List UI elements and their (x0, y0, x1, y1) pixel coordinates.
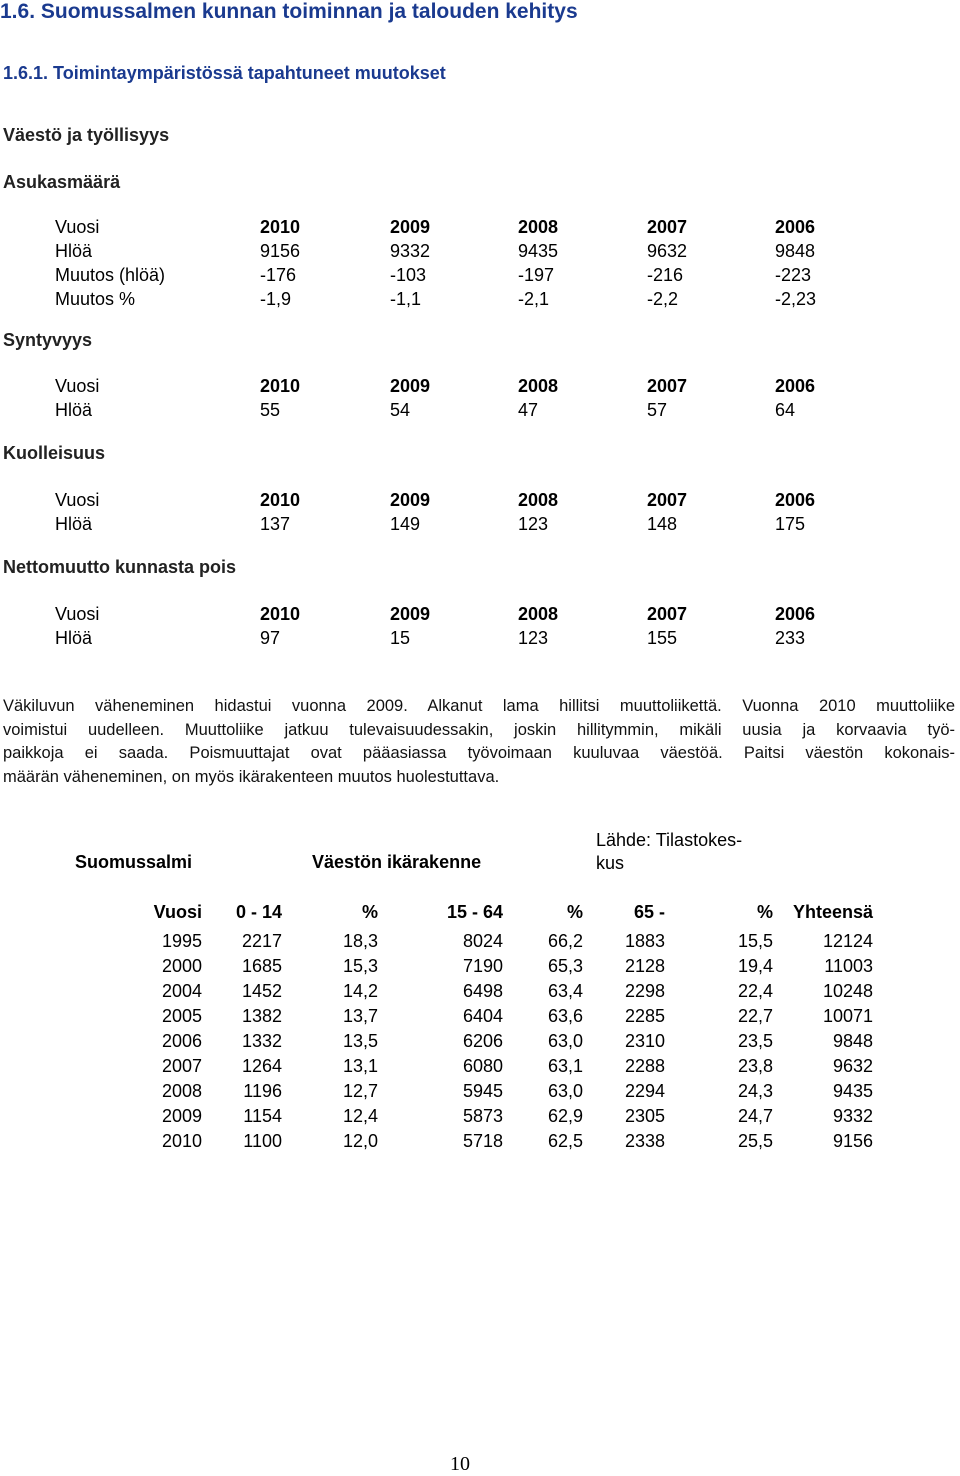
table-cell: 2009 (390, 217, 431, 237)
age-table-cell: 11003 (824, 956, 873, 976)
table-cell: 233 (775, 628, 806, 648)
age-table-cell: 1196 (243, 1081, 282, 1101)
table-cell: 175 (775, 514, 806, 534)
age-table-header-cell: 65 - (633, 902, 665, 922)
page-number: 10 (450, 1453, 470, 1475)
table-cell: 2009 (390, 604, 431, 624)
table-cell: 9332 (390, 241, 431, 261)
age-table-cell: 6206 (462, 1031, 503, 1051)
row-label: Vuosi (55, 604, 100, 624)
age-table-row (0, 1031, 960, 1056)
table-cell: 9156 (260, 241, 301, 261)
table-cell: 2006 (775, 376, 816, 396)
age-table-cell: 9435 (832, 1081, 873, 1101)
age-table-cell: 2007 (161, 1056, 202, 1076)
age-table-cell: 1995 (161, 931, 202, 951)
table-cell: 15 (390, 628, 411, 648)
age-table-cell: 63,1 (547, 1056, 583, 1076)
age-table-cell: 2010 (161, 1131, 202, 1151)
page-heading: 1.6. Suomussalmen kunnan toiminnan ja talouden kehitys (0, 0, 578, 23)
age-table-cell: 6498 (462, 981, 503, 1001)
table-cell: -216 (647, 265, 684, 285)
age-table-row (0, 1131, 960, 1156)
age-table-cell: 12,7 (342, 1081, 378, 1101)
age-table-cell: 2285 (624, 1006, 665, 1026)
table-cell: 2008 (518, 604, 559, 624)
age-table-cell: 8024 (462, 931, 503, 951)
table-cell: 2010 (260, 490, 301, 510)
age-table-row (0, 931, 960, 956)
paragraph-line: määrän väheneminen, on myös ikärakenteen muutos huolestuttava. (3, 767, 500, 786)
table-cell: -2,23 (775, 289, 817, 309)
table-cell: 2007 (647, 217, 688, 237)
age-table-cell: 2006 (161, 1031, 202, 1051)
table-cell: 123 (518, 514, 549, 534)
table-cell: 2006 (775, 217, 816, 237)
table-cell: 2008 (518, 217, 559, 237)
table-cell: 9632 (647, 241, 688, 261)
age-table-cell: 2305 (624, 1106, 665, 1126)
table-cell: 2010 (260, 217, 301, 237)
age-table-cell: 10071 (822, 1006, 873, 1026)
age-table-cell: 12124 (822, 931, 873, 951)
syntyvyys-title: Syntyvyys (3, 330, 93, 350)
table-cell: -197 (518, 265, 555, 285)
row-label: Hlöä (55, 514, 93, 534)
age-table-cell: 24,3 (737, 1081, 773, 1101)
table-cell: 2008 (518, 490, 559, 510)
age-table-cell: 1264 (241, 1056, 282, 1076)
age-table-cell: 2000 (161, 956, 202, 976)
age-table-header-cell: 15 - 64 (446, 902, 503, 922)
paragraph-line: Väkiluvun väheneminen hidastui vuonna 2009. Alkanut lama hillitsi muuttoliikettä. Vuonna 2010 muuttoliike (3, 697, 955, 715)
age-table-cell: 66,2 (547, 931, 583, 951)
table-cell: 2006 (775, 490, 816, 510)
age-table-cell: 15,5 (737, 931, 773, 951)
age-table-cell: 9632 (832, 1056, 873, 1076)
age-table-cell: 25,5 (737, 1131, 773, 1151)
age-table-cell: 2338 (624, 1131, 665, 1151)
row-label: Vuosi (55, 490, 100, 510)
age-table-cell: 2288 (624, 1056, 665, 1076)
kuolleisuus-title: Kuolleisuus (3, 443, 106, 463)
paragraph-line: voimistui uudelleen. Muuttoliike jatkuu tulevaisuudessakin, joskin hillitymmin, mikäli uusia ja korvaavia työ- (3, 720, 955, 739)
age-table-cell: 6080 (462, 1056, 503, 1076)
table-cell: 155 (647, 628, 678, 648)
table-cell: 64 (775, 400, 796, 420)
table-cell: 2007 (647, 604, 688, 624)
row-label: Hlöä (55, 400, 93, 420)
row-label: Vuosi (55, 376, 100, 396)
age-table-cell: 5945 (462, 1081, 503, 1101)
age-table-row (0, 1081, 960, 1106)
age-table-cell: 62,9 (547, 1106, 583, 1126)
age-table-cell: 7190 (462, 956, 503, 976)
age-table-cell: 1382 (241, 1006, 282, 1026)
age-table-row (0, 1006, 960, 1031)
age-table-cell: 12,4 (342, 1106, 378, 1126)
age-table-cell: 10248 (822, 981, 873, 1001)
age-table-source-line2: kus (596, 853, 625, 873)
age-table-header-cell: % (756, 902, 773, 922)
table-cell: 2010 (260, 604, 301, 624)
row-label: Muutos % (55, 289, 136, 309)
age-table-cell: 1154 (243, 1106, 282, 1126)
age-table-cell: 1883 (624, 931, 665, 951)
age-table-cell: 63,0 (547, 1031, 583, 1051)
table-cell: -176 (260, 265, 297, 285)
table-cell: -2,2 (647, 289, 679, 309)
table-cell: 55 (260, 400, 281, 420)
table-cell: 2009 (390, 490, 431, 510)
age-table-cell: 18,3 (342, 931, 378, 951)
table-cell: 2010 (260, 376, 301, 396)
age-table-cell: 63,4 (547, 981, 583, 1001)
age-table-cell: 2310 (624, 1031, 665, 1051)
age-table-cell: 13,7 (342, 1006, 378, 1026)
age-table-cell: 1332 (241, 1031, 282, 1051)
age-table-cell: 22,7 (737, 1006, 773, 1026)
paragraph-line: paikkoja ei saada. Poismuuttajat ovat pääasiassa työvoimaan kuuluvaa väestöä. Paitsi väestön kokonais- (3, 744, 955, 762)
table-cell: -223 (775, 265, 812, 285)
age-table-header-cell: Vuosi (153, 902, 202, 922)
age-table-cell: 1685 (241, 956, 282, 976)
age-table-cell: 1452 (241, 981, 282, 1001)
table-cell: 9848 (775, 241, 816, 261)
age-table-row (0, 981, 960, 1006)
age-table-cell: 5873 (462, 1106, 503, 1126)
table-cell: 137 (260, 514, 291, 534)
age-structure-table (0, 902, 960, 1156)
age-table-cell: 23,8 (737, 1056, 773, 1076)
age-table-cell: 12,0 (342, 1131, 378, 1151)
age-table-cell: 13,5 (342, 1031, 378, 1051)
row-label: Vuosi (55, 217, 100, 237)
age-table-row (0, 1056, 960, 1081)
section-title-population: Väestö ja työllisyys (3, 125, 170, 145)
row-label: Muutos (hlöä) (55, 265, 166, 285)
age-table-cell: 9156 (832, 1131, 873, 1151)
age-table-cell: 9332 (832, 1106, 873, 1126)
table-cell: 57 (647, 400, 668, 420)
table-cell: 2009 (390, 376, 431, 396)
table-cell: -1,9 (260, 289, 292, 309)
age-table-cell: 13,1 (342, 1056, 378, 1076)
table-cell: 148 (647, 514, 678, 534)
age-table-cell: 2009 (161, 1106, 202, 1126)
nettomuutto-title: Nettomuutto kunnasta pois (3, 557, 236, 577)
age-table-header-cell: Yhteensä (792, 902, 873, 922)
age-table-cell: 23,5 (737, 1031, 773, 1051)
table-cell: 2008 (518, 376, 559, 396)
table-cell: 54 (390, 400, 411, 420)
age-table-cell: 65,3 (547, 956, 583, 976)
age-table-cell: 15,3 (342, 956, 378, 976)
body-paragraph (3, 695, 955, 789)
table-cell: 2007 (647, 376, 688, 396)
age-table-cell: 62,5 (547, 1131, 583, 1151)
age-table-header-cell: % (566, 902, 583, 922)
table-cell: -1,1 (390, 289, 422, 309)
table-cell: 149 (390, 514, 421, 534)
age-table-cell: 63,0 (547, 1081, 583, 1101)
asukasmaara-title: Asukasmäärä (3, 172, 121, 192)
age-table-cell: 1100 (243, 1131, 282, 1151)
age-table-header-row (0, 902, 960, 927)
age-table-cell: 2128 (624, 956, 665, 976)
table-cell: 2006 (775, 604, 816, 624)
age-table-cell: 19,4 (737, 956, 773, 976)
age-table-source-line1: Lähde: Tilastokes- (596, 830, 743, 850)
age-table-cell: 5718 (462, 1131, 503, 1151)
age-table-cell: 14,2 (342, 981, 378, 1001)
age-table-cell: 63,6 (547, 1006, 583, 1026)
row-label: Hlöä (55, 241, 93, 261)
age-table-place: Suomussalmi (75, 852, 193, 872)
table-cell: -103 (390, 265, 427, 285)
age-table-cell: 24,7 (737, 1106, 773, 1126)
row-label: Hlöä (55, 628, 93, 648)
age-table-cell: 22,4 (737, 981, 773, 1001)
age-table-cell: 6404 (462, 1006, 503, 1026)
age-table-title: Väestön ikärakenne (312, 852, 482, 872)
table-cell: 97 (260, 628, 281, 648)
age-table-header-cell: 0 - 14 (235, 902, 282, 922)
age-table-cell: 2298 (624, 981, 665, 1001)
table-cell: 47 (518, 400, 539, 420)
age-table-header-cell: % (361, 902, 378, 922)
age-table-row (0, 1106, 960, 1131)
table-cell: -2,1 (518, 289, 550, 309)
age-table-cell: 2005 (161, 1006, 202, 1026)
table-cell: 9435 (518, 241, 559, 261)
table-cell: 123 (518, 628, 549, 648)
age-table-cell: 2004 (161, 981, 202, 1001)
age-table-cell: 2008 (161, 1081, 202, 1101)
subsection-heading: 1.6.1. Toimintaympäristössä tapahtuneet muutokset (3, 63, 446, 83)
age-table-cell: 9848 (832, 1031, 873, 1051)
table-cell: 2007 (647, 490, 688, 510)
age-table-cell: 2294 (624, 1081, 665, 1101)
age-table-row (0, 956, 960, 981)
age-table-cell: 2217 (241, 931, 282, 951)
